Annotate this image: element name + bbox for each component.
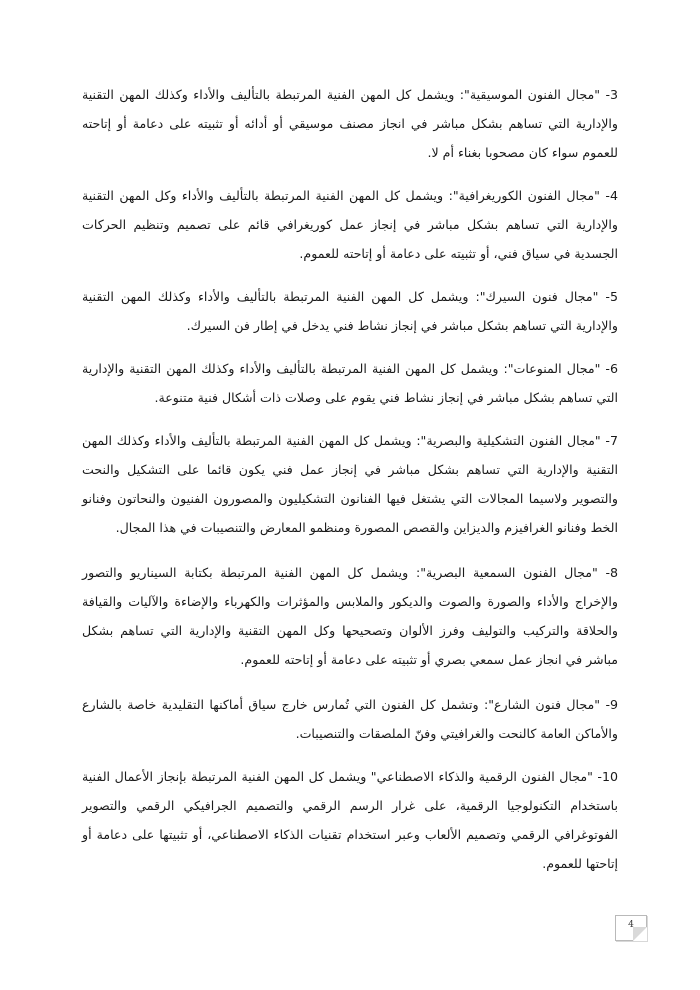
paragraph-6-variety: 6- "مجال المنوعات": ويشمل كل المهن الفنية المرتبطة بالتأليف والأداء وكذلك المهن التقنية والإدارية التي تساهم بشكل مباشر في إنجاز نشاط فني يقوم على وصلات ذات أشكال فنية متنوعة. — [82, 361, 618, 405]
paragraph-5-circus-arts: 5- "مجال فنون السيرك": ويشمل كل المهن الفنية المرتبطة بالتأليف والأداء وكذلك المهن التقنية والإدارية التي تساهم بشكل مباشر في إنجاز نشاط فني يدخل في إطار فن السيرك. — [82, 289, 618, 333]
paragraph-4-choreographic-arts: 4- "مجال الفنون الكوريغرافية": ويشمل كل المهن الفنية المرتبطة بالتأليف والأداء وكل المهن التقنية والإدارية التي تساهم بشكل مباشر في إنجاز عمل كوريغرافي قائم على تصميم وتنظيم الحركات الجسدية في سياق فني، أو تثبيته على دعامة أو إتاحته للعموم. — [82, 188, 618, 261]
paragraph-3-musical-arts: 3- "مجال الفنون الموسيقية": ويشمل كل المهن الفنية المرتبطة بالتأليف والأداء وكذلك المهن التقنية والإدارية التي تساهم بشكل مباشر في انجاز مصنف موسيقي أو أدائه أو تثبيته على دعامة أو إتاحته للعموم سواء كان مصحوبا بغناء أم لا. — [82, 87, 618, 160]
page-fold-icon — [633, 927, 647, 941]
paragraph-9-street-arts: 9- "مجال فنون الشارع": وتشمل كل الفنون التي تُمارس خارج سياق أماكنها التقليدية خاصة بالشارع والأماكن العامة كالنحت والغرافيتي وفنّ الملصقات والتنصيبات. — [82, 697, 618, 741]
paragraph-8-audiovisual-arts: 8- "مجال الفنون السمعية البصرية": ويشمل كل المهن الفنية المرتبطة بكتابة السيناريو والتصور والإخراج والأداء والصورة والصوت والديكور والملابس والمؤثرات والكهرباء والإضاءة والآليات والقيافة والحلاقة والتركيب والتوليف وفرز الألوان وتصحيحها وكل المهن التقنية والإدارية التي تساهم بشكل مباشر في انجاز عمل سمعي بصري أو تثبيته على دعامة أو إتاحته للعموم. — [82, 565, 618, 667]
page-number: 4 — [628, 920, 634, 930]
paragraph-10-digital-arts-ai: 10- "مجال الفنون الرقمية والذكاء الاصطناعي" ويشمل كل المهن الفنية المرتبطة بإنجاز الأعمال الفنية باستخدام التكنولوجيا الرقمية، على غرار الرسم الرقمي والتصميم الجرافيكي الرقمي والتصوير الفوتوغرافي الرقمي وتصميم الألعاب وعبر استخدام تقنيات الذكاء الاصطناعي، أو تثبيتها على دعامة أو إتاحتها للعموم. — [82, 769, 618, 871]
paragraph-7-visual-arts: 7- "مجال الفنون التشكيلية والبصرية": ويشمل كل المهن الفنية المرتبطة بالتأليف والأداء وكذلك المهن التقنية والإدارية التي تساهم بشكل مباشر في إنجاز عمل فني يكون قائما على التشكيل والنحت والتصوير ولاسيما المجالات التي يشتغل فيها الفنانون التشكيليون والمصورون الفنيون والنحاتون وفنانو الخط وفنانو الغرافيزم والديزاين والقصص المصورة ومنظمو المعارض والتنصيبات في هذا المجال. — [82, 433, 618, 535]
document-body — [82, 80, 618, 892]
page-number-badge — [615, 915, 647, 941]
